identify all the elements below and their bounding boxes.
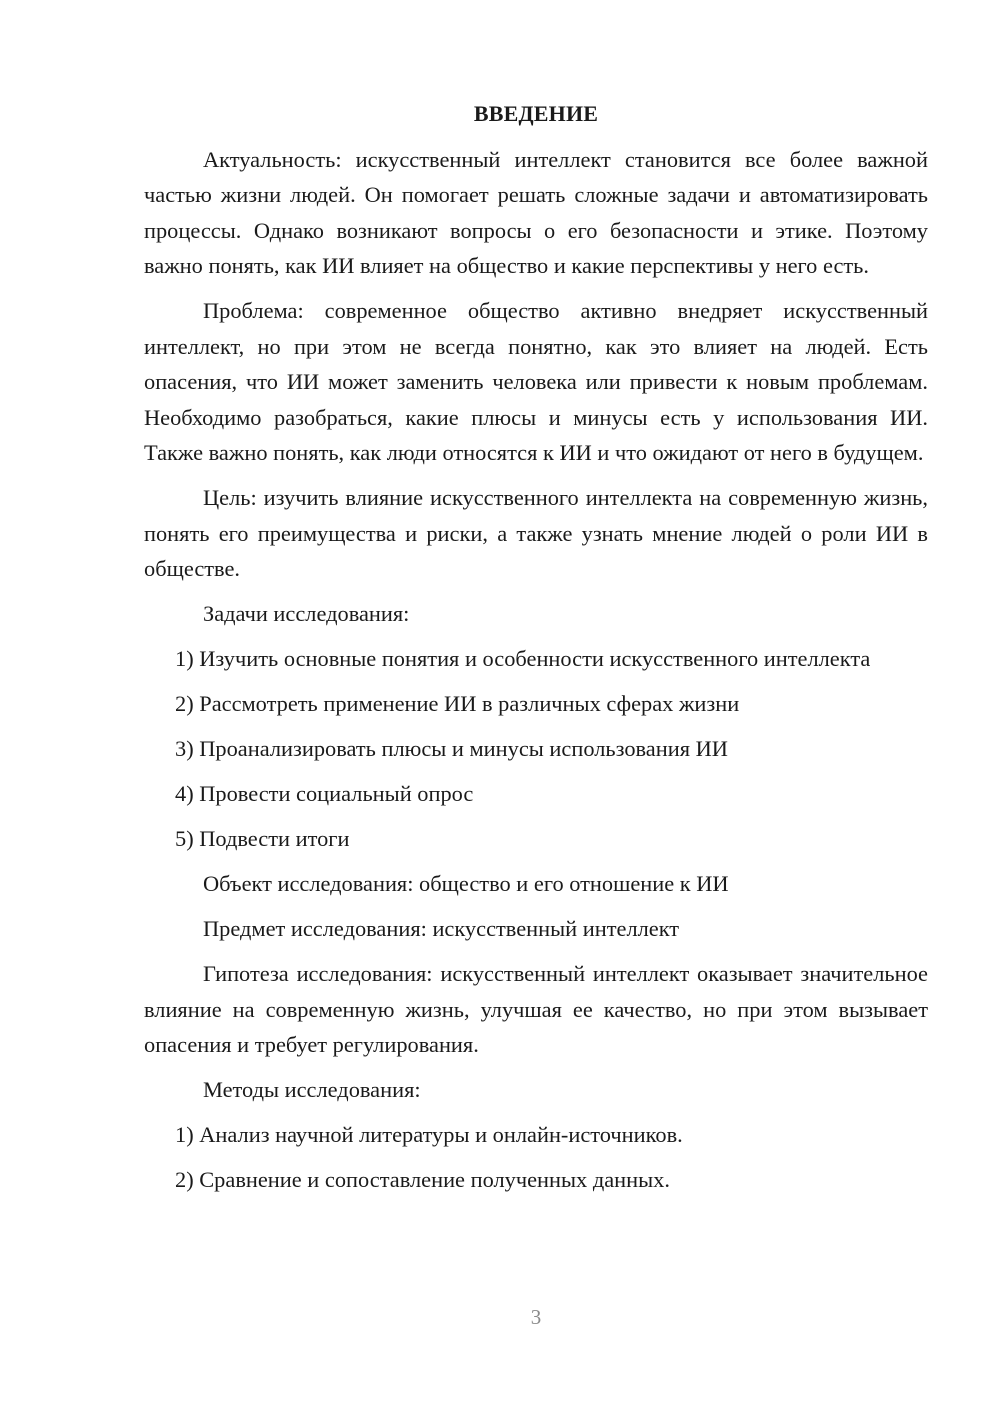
goal-paragraph: Цель: изучить влияние искусственного интеллекта на современную жизнь, понять его преимущества и риски, а также узнать мнение людей о роли ИИ в обществе.	[144, 485, 928, 581]
hypothesis-paragraph: Гипотеза исследования: искусственный интеллект оказывает значительное влияние на современную жизнь, улучшая ее качество, но при этом вызывает опасения и требует регулирования.	[144, 961, 928, 1057]
page-content	[144, 96, 928, 1207]
research-object: Объект исследования: общество и его отношение к ИИ	[203, 871, 729, 896]
methods-list	[144, 1117, 928, 1198]
task-item: 1) Изучить основные понятия и особенности искусственного интеллекта	[175, 646, 871, 671]
section-title: ВВЕДЕНИЕ	[473, 101, 599, 126]
relevance-paragraph: Актуальность: искусственный интеллект становится все более важной частью жизни людей. Он помогает решать сложные задачи и автоматизировать процессы. Однако возникают вопросы о его безопасности и этике. Поэтому важно понять, как ИИ влияет на общество и какие перспективы у него есть.	[144, 146, 928, 278]
methods-heading: Методы исследования:	[203, 1077, 421, 1102]
task-item: 4) Провести социальный опрос	[175, 781, 474, 806]
method-item: 2) Сравнение и сопоставление полученных данных.	[175, 1167, 670, 1192]
tasks-list	[144, 641, 928, 857]
page-number: 3	[530, 1305, 542, 1329]
task-item: 3) Проанализировать плюсы и минусы использования ИИ	[175, 736, 728, 761]
task-item: 2) Рассмотреть применение ИИ в различных сферах жизни	[175, 691, 740, 716]
method-item: 1) Анализ научной литературы и онлайн-источников.	[175, 1122, 683, 1147]
problem-paragraph: Проблема: современное общество активно внедряет искусственный интеллект, но при этом не всегда понятно, как это влияет на людей. Есть опасения, что ИИ может заменить человека или привести к новым проблемам. Необходимо разобраться, какие плюсы и минусы есть у использования ИИ. Также важно понять, как люди относятся к ИИ и что ожидают от него в будущем.	[144, 298, 928, 465]
tasks-heading: Задачи исследования:	[203, 601, 410, 626]
research-subject: Предмет исследования: искусственный интеллект	[203, 916, 680, 941]
task-item: 5) Подвести итоги	[175, 826, 350, 851]
